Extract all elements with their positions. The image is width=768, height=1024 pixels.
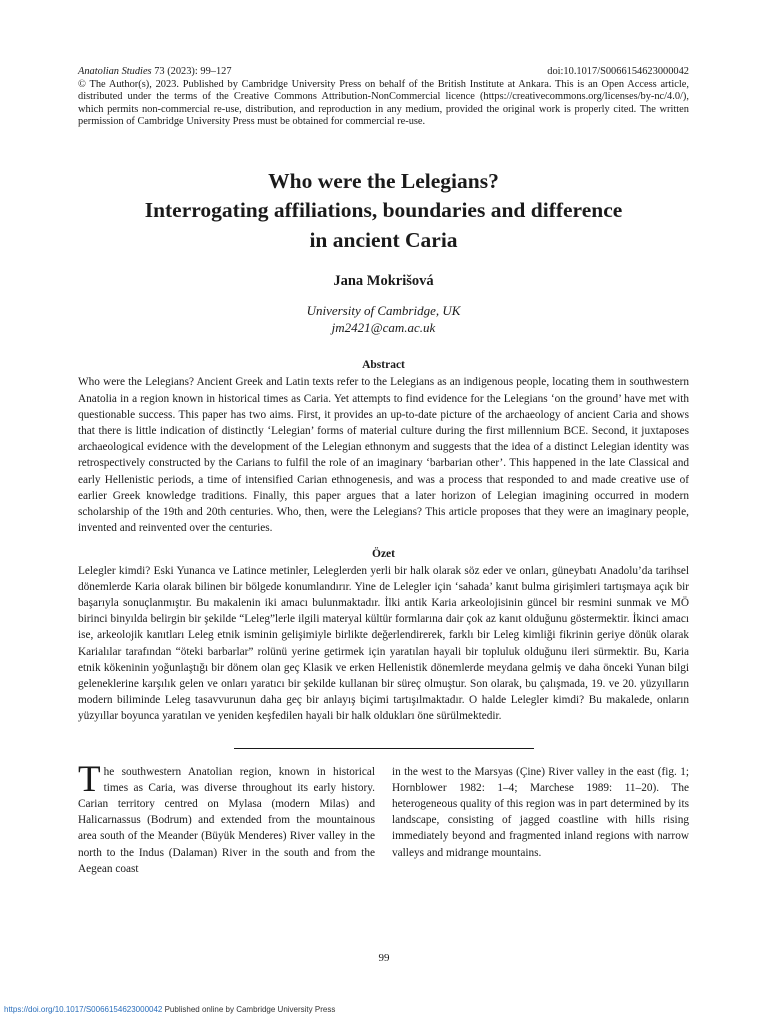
author-email: jm2421@cam.ac.uk: [331, 320, 436, 336]
journal-title: Anatolian Studies: [78, 66, 152, 77]
doi: doi:10.1017/S0066154623000042: [547, 66, 689, 77]
author-affiliation-block: [78, 302, 689, 336]
body-text-right: in the west to the Marsyas (Çine) River valley in the east (fig. 1; Hornblower 1982: 1–4; Marchese 1989: 11–20). The heterogeneous quality of this region was in part determined by its landscape, consisting of jagged coastline with hills rising immediately beyond and fragmented inland regions with narrow valleys and midrange mountains.: [392, 765, 689, 859]
body-column-right: [392, 764, 689, 877]
abstract-heading: Abstract: [362, 359, 405, 372]
drop-cap: T: [78, 758, 101, 800]
body-text-left: he southwestern Anatolian region, known in historical times as Caria, was diverse throughout its early history. Carian territory centred on Mylasa (modern Milas) and Halicarnassus (Bodrum) and extended from the mountainous area south of the Meander (Büyük Menderes) River valley in the north to the Indus (Dalaman) River in the south and from the Aegean coast: [78, 765, 375, 875]
title-line-3: in ancient Caria: [309, 227, 458, 252]
license-notice: © The Author(s), 2023. Published by Cambridge University Press on behalf of the British Institute at Ankara. This is an Open Access article, distributed under the terms of the Creative Commons Attribution-NonCommercial licence (https://creativecommons.org/licenses/by-nc/4.0/), which permits non-commercial re-use, distribution, and reproduction in any medium, provided the original work is properly cited. The written permission of Cambridge University Press must be obtained for commercial re-use.: [78, 78, 689, 128]
article-page: [78, 66, 689, 877]
title-line-2: Interrogating affiliations, boundaries and difference: [144, 198, 623, 223]
published-online-text: Published online by Cambridge University Press: [162, 1005, 336, 1014]
article-title: [78, 167, 689, 256]
header-row: [78, 66, 689, 79]
ozet-heading: Özet: [372, 547, 395, 560]
title-line-1: Who were the Lelegians?: [268, 168, 499, 193]
doi-link[interactable]: https://doi.org/10.1017/S0066154623000042: [4, 1005, 163, 1014]
body-columns: [78, 758, 689, 877]
journal-volume: 73 (2023): 99–127: [151, 66, 232, 77]
footer: [4, 1005, 335, 1015]
ozet-text: Lelegler kimdi? Eski Yunanca ve Latince metinler, Leleglerden yerli bir halk olarak söz eder ve onları, güneybatı Anadolu’da tarihsel dönemlerde Karia olarak bilinen bir bölgede konumlandırır. Yine de Lelegler için ‘sahada’ kanıt bulma girişimleri tartışmaya açık bir başarıyla sonuçlanmıştır. Bu makalenin iki amacı bulunmaktadır. İlki antik Karia arkeolojisinin güncel bir resmini sunmak ve MÖ birinci binyılda belirgin bir şekilde “Leleg”lerle ilgili materyal kültür formlarına dair çok az kanıt olduğunu göstermektir. İkinci amacı ise, arkeolojik kanıtları Leleg etnik isminin gelişimiyle birlikte değerlendirerek, farklı bir Leleg kimliği fikrinin geriye dönük olarak Karialılar tarafından “öteki barbarlar” rolünü yerine getirmek için yaratılan hayali bir topluluk olduğunu ileri sürmektir. Bu, Karia etnik kökeninin yoğunlaştığı bir dönem olan geç Klasik ve erken Hellenistik dönemlerde meydana gelmiş ve daha önceki Yunan bilgi geleneklerine karşılık gelen ve onları yaratıcı bir şekilde kullanan bir süreç olmuştur. Son olarak, bu çalışmada, 19. ve 20. yüzyılların modern biliminde Leleg tasavvurunun daha geç bir anlayış biçimi tartışılmaktadır. O halde Lelegler kimdi? Bu makalede, onların yüzyıllar boyunca yaratılan ve yeniden keşfedilen hayali bir halk oldukları öne sürülmektedir.: [78, 564, 689, 723]
author-name: Jana Mokrišová: [333, 273, 434, 290]
journal-header: [78, 66, 689, 129]
abstract-text: Who were the Lelegians? Ancient Greek and Latin texts refer to the Lelegians as an indigenous people, locating them in southwestern Anatolia in a region known in historical times as Caria. Yet attempts to find evidence for the Lelegians ‘on the ground’ have met with questionable success. This paper has two aims. First, it provides an up-to-date picture of the archaeology of ancient Caria and shows that there is little indication of distinctly ‘Lelegian’ forms of material culture during the first millennium BCE. Second, it juxtaposes archaeological evidence with the development of the Lelegian ethnonym and suggests that the idea of a distinct Lelegian identity was retrospectively constructed by the Carians to fulfil the role of an imaginary ‘barbarian other’. This happened in the late Classical and early Hellenistic periods, a time of intensified Carian ethnogenesis, and was a process that responded to and made creative use of earlier Greek knowledge traditions. Finally, this paper argues that a later horizon of Lelegian imagining occurred in modern scholarship of the 19th and 20th centuries. Who, then, were the Lelegians? This article proposes that they were an imaginary people, invented and reinvented over the centuries.: [78, 376, 689, 535]
author-affiliation: University of Cambridge, UK: [306, 303, 461, 319]
journal-citation: [78, 66, 232, 79]
section-divider: [234, 748, 534, 749]
body-column-left: [78, 758, 375, 877]
page-number: 99: [378, 952, 390, 964]
